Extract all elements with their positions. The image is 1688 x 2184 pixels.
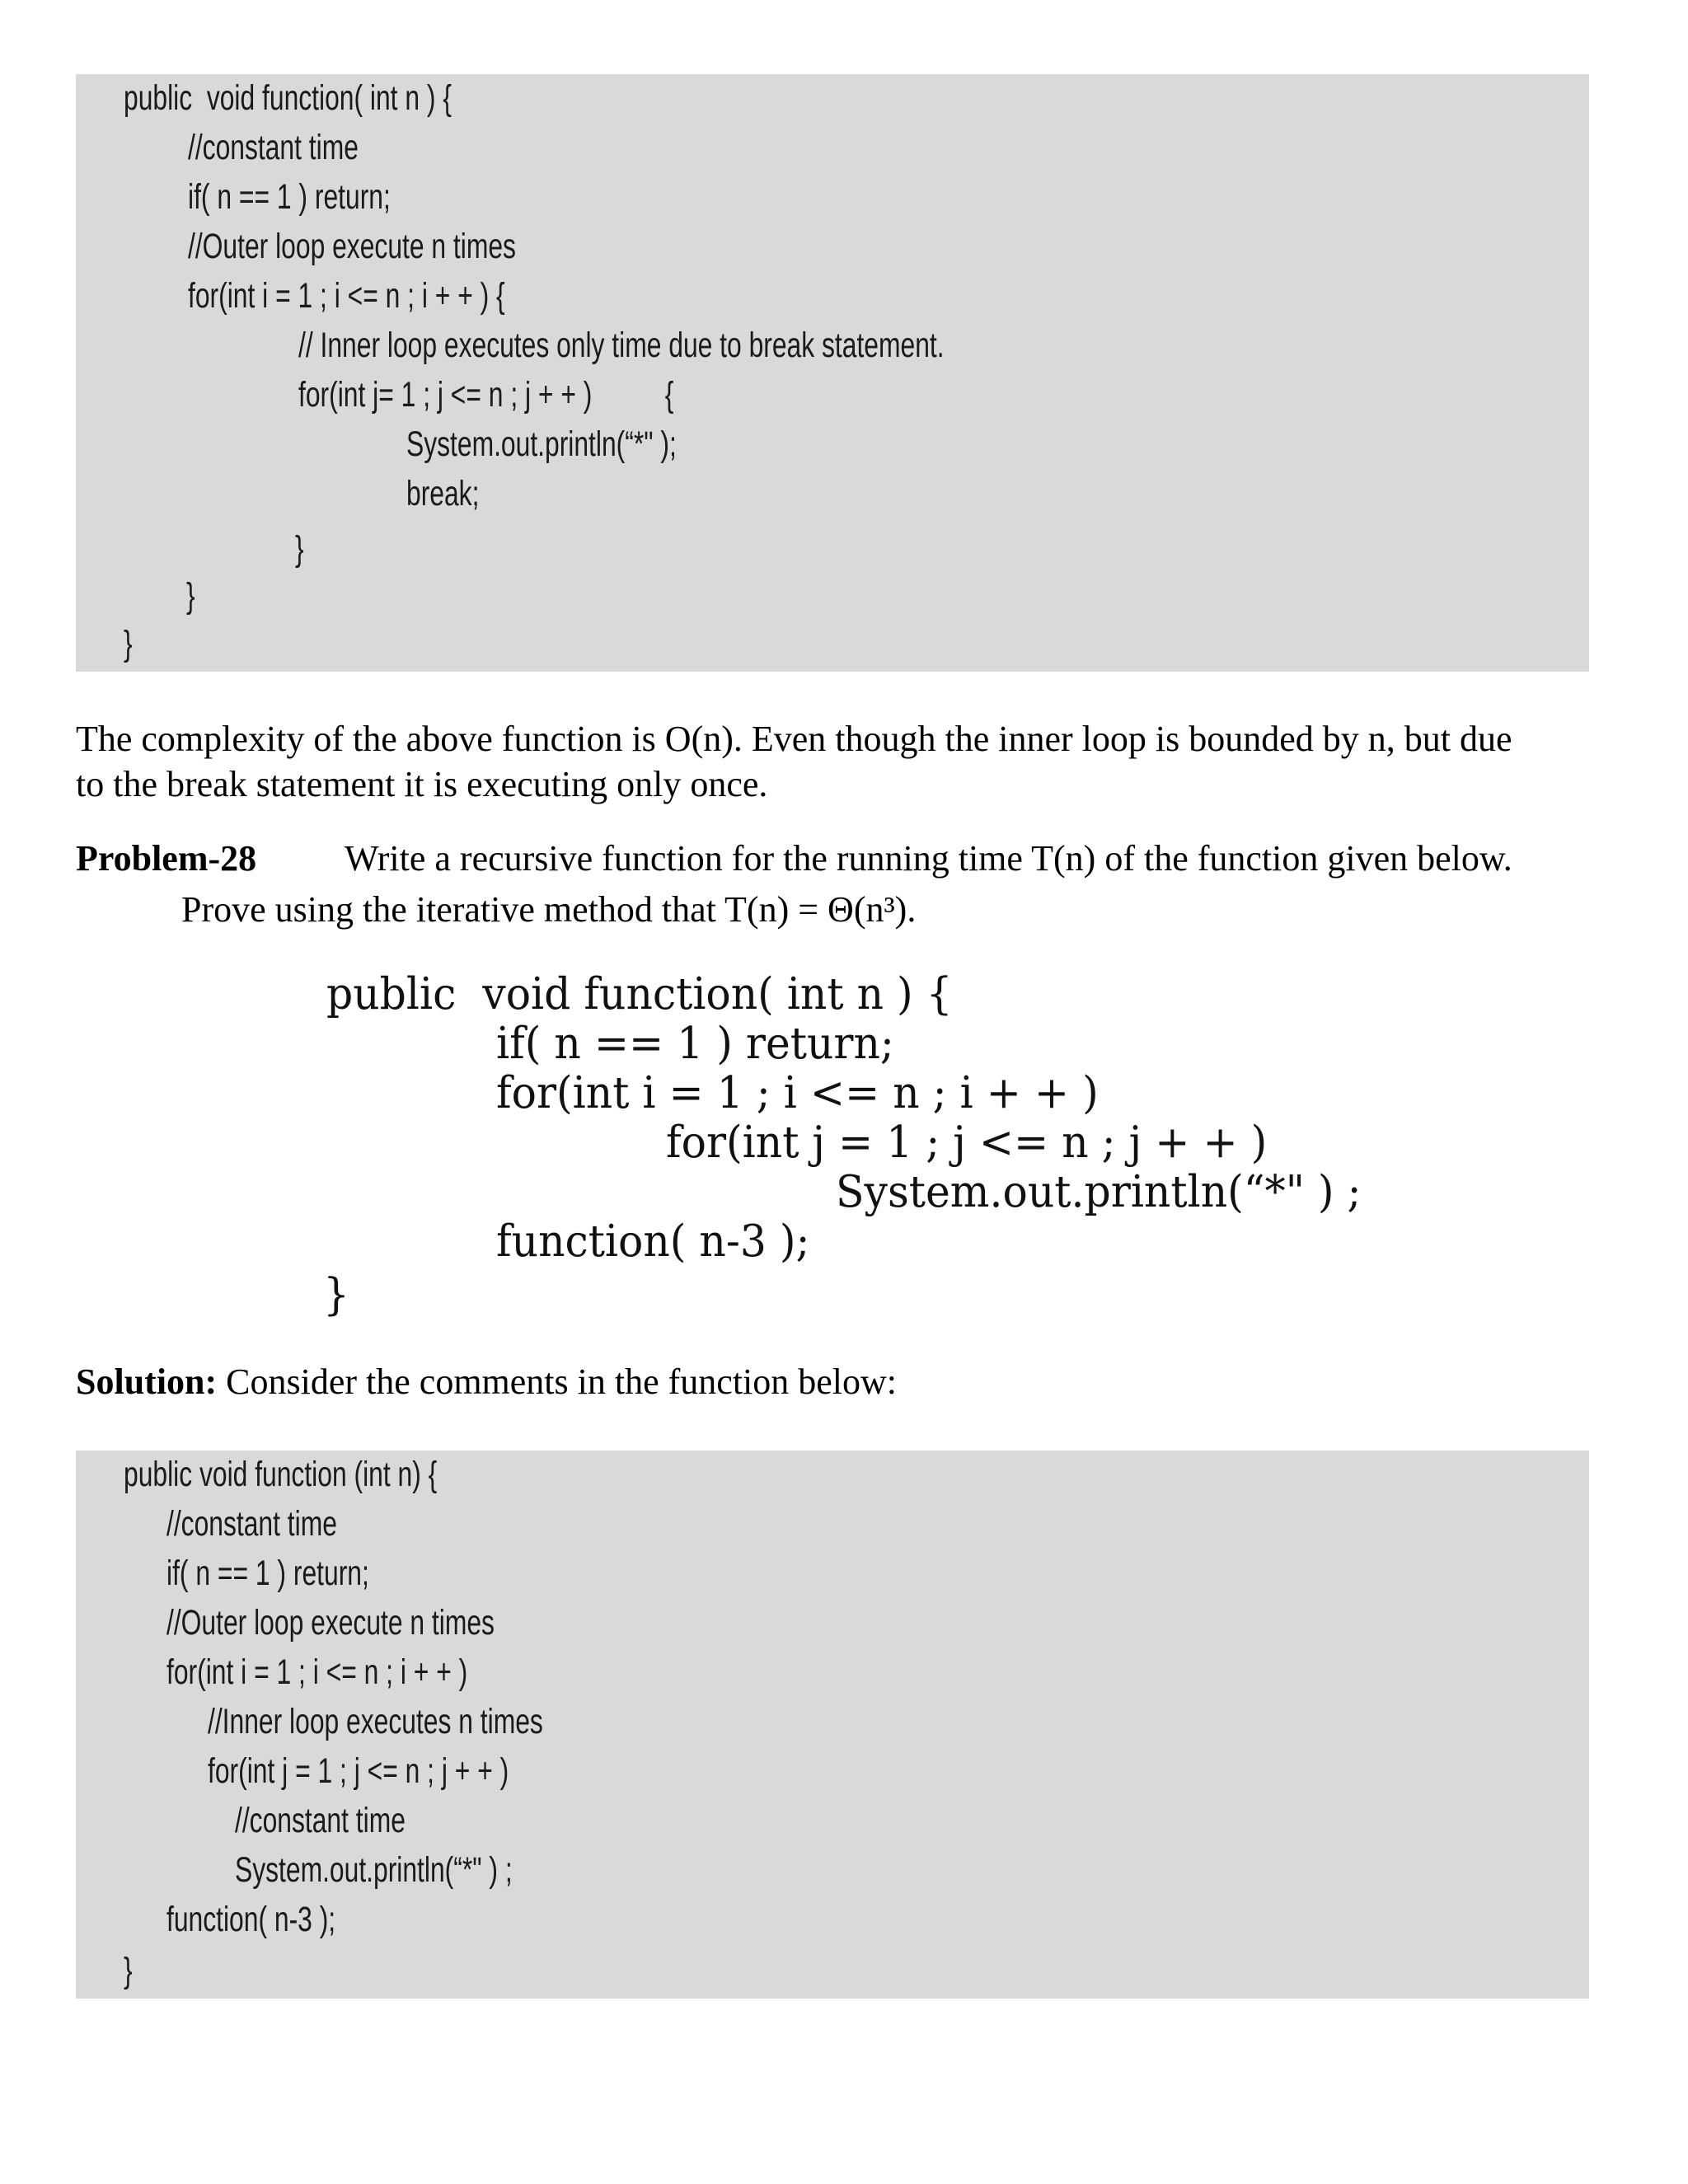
complexity-paragraph-line-1: The complexity of the above function is O(n). Even though the inner loop is bounded by n, but due — [76, 719, 1512, 759]
code3-line: function( n-3 ); — [166, 1900, 336, 1939]
code3-line: //Inner loop executes n times — [208, 1702, 543, 1741]
code3-line: public void function (int n) { — [124, 1455, 438, 1494]
code2-line: } — [323, 1270, 350, 1320]
complexity-paragraph-line-2: to the break statement it is executing only once. — [76, 764, 768, 804]
problem-text-line-2: Prove using the iterative method that T(n) = Θ(n³). — [181, 889, 917, 930]
code1-line: if( n == 1 ) return; — [188, 177, 391, 217]
code2-line: System.out.println(“*" ) ; — [836, 1167, 1362, 1217]
code3-line: for(int i = 1 ; i <= n ; i + + ) — [166, 1652, 468, 1692]
code1-line: for(int j= 1 ; j <= n ; j + + ) { — [298, 375, 674, 415]
code3-line: //constant time — [235, 1801, 406, 1840]
code3-line: System.out.println(“*" ) ; — [235, 1850, 513, 1890]
code1-line: System.out.println(“*" ); — [406, 424, 677, 464]
code3-line: //constant time — [166, 1504, 337, 1544]
code1-line: } — [186, 576, 195, 616]
code1-line: //constant time — [188, 128, 359, 167]
code1-line: } — [295, 529, 304, 569]
solution-line — [76, 1360, 897, 1404]
code3-line: if( n == 1 ) return; — [166, 1554, 369, 1593]
solution-label: Solution: — [76, 1361, 218, 1402]
code2-line: for(int j = 1 ; j <= n ; j + + ) — [666, 1118, 1268, 1168]
code1-line: break; — [406, 474, 480, 513]
code1-line: for(int i = 1 ; i <= n ; i + + ) { — [188, 276, 505, 316]
code2-line: function( n-3 ); — [496, 1216, 810, 1267]
solution-text: Consider the comments in the function below: — [226, 1361, 898, 1402]
problem-label-text: Problem-28 — [76, 838, 257, 879]
problem-text-line-1: Write a recursive function for the running time T(n) of the function given below. — [345, 838, 1512, 879]
code1-line: // Inner loop executes only time due to break statement. — [298, 326, 945, 365]
code1-line: public void function( int n ) { — [124, 78, 452, 118]
code3-line: //Outer loop execute n times — [166, 1603, 495, 1643]
code2-line: public void function( int n ) { — [326, 969, 953, 1019]
code1-line: } — [124, 624, 133, 663]
code1-line: //Outer loop execute n times — [188, 227, 516, 266]
problem-label — [76, 837, 256, 881]
code2-line: for(int i = 1 ; i <= n ; i + + ) — [496, 1068, 1099, 1118]
code2-line: if( n == 1 ) return; — [496, 1019, 894, 1069]
code3-line: for(int j = 1 ; j <= n ; j + + ) — [208, 1751, 509, 1791]
code3-line: } — [124, 1951, 133, 1990]
